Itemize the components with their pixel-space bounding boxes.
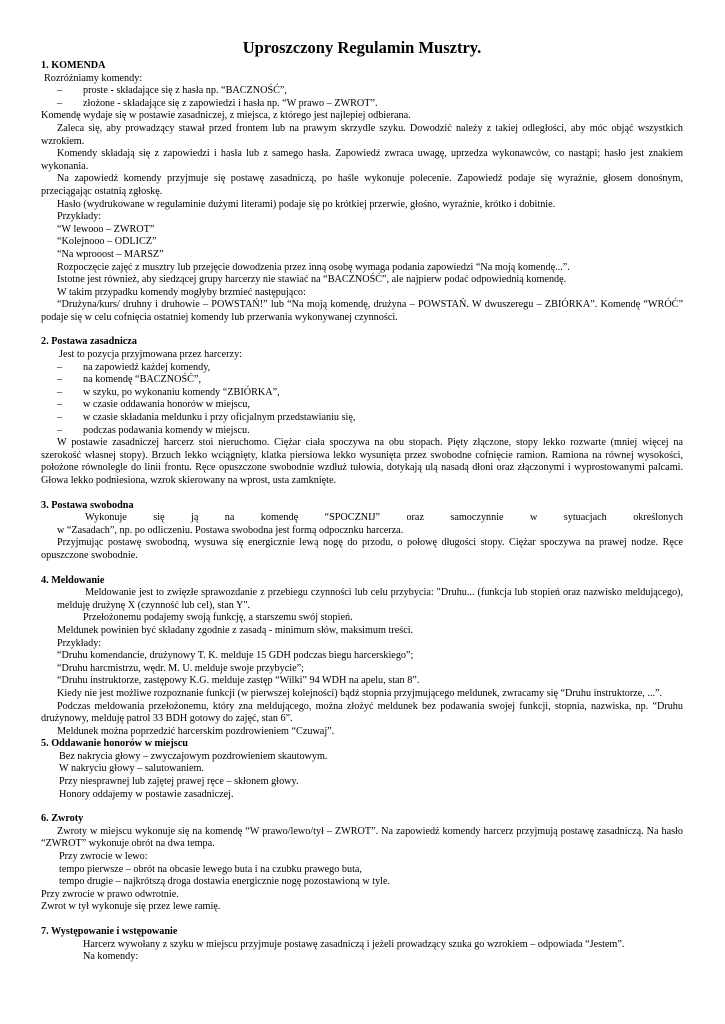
paragraph: Na komendy:: [83, 951, 139, 963]
paragraph: Przełożonemu podajemy swoją funkcję, a starszemu swój stopień.: [83, 612, 353, 624]
paragraph: Przy niesprawnej lub zajętej prawej ręce – skłonem głowy.: [59, 776, 299, 788]
paragraph: tempo drugie – najkrótszą droga dostawia energicznie nogę pozostawioną w tyle.: [59, 876, 391, 888]
paragraph: W nakryciu głowy – salutowaniem.: [59, 763, 204, 775]
paragraph: Rozróżniamy komendy:: [44, 72, 143, 84]
example-line: “Druhu harcmistrzu, wędr. M. U. melduje swoje przybycie”;: [57, 662, 304, 674]
section-heading: 3. Postawa swobodna: [41, 499, 134, 511]
paragraph: Wykonuje się ją na komendę “SPOCZNIJ” oraz samoczynnie w sytuacjach określonych: [85, 512, 683, 524]
paragraph: Kiedy nie jest możliwe rozpoznanie funkcji (w pierwszej kolejności) bądź stopnia przyjmującego meldunek, zwracamy się “Druhu instruktorze, ...”.: [57, 687, 663, 699]
section-postawa-zasadnicza: [41, 336, 683, 487]
example-line: “Druhu komendancie, drużynowy T. K. melduje 15 GDH podczas biegu harcerskiego”;: [57, 650, 414, 662]
section-heading: 6. Zwroty: [41, 813, 84, 825]
examples-label: Przykłady:: [57, 637, 102, 649]
example-line: “W lewooo – ZWROT”: [57, 223, 155, 235]
section-heading: 5. Oddawanie honorów w miejscu: [41, 738, 188, 750]
paragraph: tempo pierwsze – obrót na obcasie lewego buta i na czubku prawego buta,: [59, 863, 362, 875]
example-line: “Druhu instruktorze, zastępowy K.G. melduje zastęp “Wilki” 94 WDH na apelu, stan 8”.: [57, 675, 420, 687]
paragraph: w “Zasadach”, np. po odliczeniu. Postawa swobodna jest formą odpocznku harcerza.: [57, 524, 404, 536]
paragraph: W postawie zasadniczej harcerz stoi nieruchomo. Ciężar ciała spoczywa na obu stopach. Pięty złączone, stopy lekko rozwarte (mniej więcej na szerokość własnej stopy). Brzuch lekko wciągnięty, klatka piersiowa lekko wysunięta przez swobodne cofnięcie ramion. Ramiona na równej wysokości, położone równolegle do linii frontu. Ręce opuszczone swobodnie wzdłuż tułowia, dotykają ulą nasadą dłoni oraz złączonymi i wyprostowanymi palcami. Głowa lekko podniesiona, wzrok skierowany na wprost, usta zamknięte.: [41, 437, 683, 486]
list-item: – złożone - składające się z zapowiedzi i hasła np. “W prawo – ZWROT”.: [41, 98, 683, 111]
paragraph: “Drużyna/kurs/ druhny i druhowie – POWSTAŃ!” lub “Na moją komendę, drużyna – POWSTAŃ. W dwuszeregu – ZBIÓRKA”. Komendę “WRÓĆ” podaje się w celu cofnięcia ostatniej komendy lub przerwania wykonywanej czynności.: [41, 299, 683, 323]
paragraph: Komendę wydaje się w postawie zasadniczej, z miejsca, z którego jest najlepiej odbierana.: [41, 110, 411, 122]
paragraph: Komendy składają się z zapowiedzi i hasła lub z samego hasła. Zapowiedź zwraca uwagę, uprzedza wykonawców, co nastąpi; hasło jest znakiem wykonania.: [41, 148, 683, 172]
paragraph: W takim przypadku komendy mogłyby brzmieć następująco:: [57, 286, 306, 298]
paragraph: Jest to pozycja przyjmowana przez harcerzy:: [59, 349, 243, 361]
examples-label: Przykłady:: [57, 211, 102, 223]
paragraph: Na zapowiedź komendy przyjmuje się postawę zasadniczą, po haśle wykonuje polecenie. Zapowiedź podaje się wyraźnie, głosem donośnym, przeciągając ostatnią zgłoskę.: [41, 173, 683, 197]
list-item: – na komendę “BACZNOŚĆ”,: [41, 374, 683, 387]
paragraph: Zwrot w tył wykonuje się przez lewe ramię.: [41, 901, 221, 913]
list-item: – w czasie oddawania honorów w miejscu,: [41, 399, 683, 412]
paragraph: Rozpoczęcie zajęć z musztry lub przejęcie dowodzenia przez inną osobę wymaga podania zapowiedzi “Na moją komendę...”.: [57, 261, 570, 273]
list-item: – podczas podawania komendy w miejscu.: [41, 425, 683, 438]
paragraph: Zaleca się, aby prowadzący stawał przed frontem lub na prawym skrzydle szyku. Dowodzić należy z takiej odległości, aby móc objąć wszystkich wzrokiem.: [41, 122, 683, 147]
command-types-list: [41, 85, 683, 110]
paragraph: Meldowanie jest to zwięzłe sprawozdanie z przebiegu czynności lub celu przybycia: "Druhu... (funkcja lub stopień oraz nazwisko meldującego), melduję drużynę X (czynność lub cel), stan Y".: [57, 587, 683, 611]
example-line: “Kolejnooo – ODLICZ”: [57, 236, 157, 248]
positions-list: [41, 362, 683, 438]
paragraph: Zwroty w miejscu wykonuje się na komendę “W prawo/lewo/tył – ZWROT”. Na zapowiedź komendy harcerz przyjmują postawę zasadniczą. Na hasło “ZWROT” wykonuje obrót na dwa tempa.: [41, 825, 683, 850]
paragraph: Przy zwrocie w prawo odwrotnie.: [41, 888, 179, 900]
section-postawa-swobodna: [41, 500, 683, 563]
section-heading: 1. KOMENDA: [41, 60, 106, 71]
example-line: “Na wprooost – MARSZ”: [57, 248, 164, 260]
paragraph: Bez nakrycia głowy – zwyczajowym pozdrowieniem skautowym.: [59, 750, 328, 762]
paragraph: Przyjmując postawę swobodną, wysuwa się energicznie lewą nogę do przodu, o połowę długości stopy. Ciężar spoczywa na prawej nodze. Ręce opuszczone swobodnie.: [41, 537, 683, 561]
paragraph: Meldunek można poprzedzić harcerskim pozdrowieniem “Czuwaj”.: [57, 725, 335, 737]
section-heading: 4. Meldowanie: [41, 574, 105, 586]
paragraph: Podczas meldowania przełożonemu, który zna meldującego, można złożyć meldunek bez podawania swojej funkcji, stopnia, nazwiska, np. “Druhu drużynowy, melduję patrol 33 BDH gotowy do zajęć, stan 6”.: [41, 700, 683, 725]
list-item: – w czasie składania meldunku i przy oficjalnym przedstawianiu się,: [41, 412, 683, 425]
list-item: – w szyku, po wykonaniu komendy “ZBIÓRKA”,: [41, 387, 683, 400]
paragraph: Honory oddajemy w postawie zasadniczej.: [59, 788, 234, 800]
paragraph: Istotne jest również, aby siedzącej grupy harcerzy nie stawiać na “BACZNOŚĆ”, ale najpierw podać odpowiednią komendę.: [57, 274, 567, 286]
paragraph: Hasło (wydrukowane w regulaminie dużymi literami) podaje się po krótkiej przerwie, głośno, wyraźnie, krótko i dobitnie.: [57, 198, 556, 210]
section-meldowanie: [41, 575, 683, 739]
section-zwroty: [41, 813, 683, 914]
list-item: – na zapowiedź każdej komendy,: [41, 362, 683, 375]
section-heading: 7. Występowanie i wstępowanie: [41, 926, 178, 937]
section-oddawanie-honorow: [41, 738, 683, 801]
paragraph: Meldunek powinien być składany zgodnie z zasadą - minimum słów, maksimum treści.: [57, 624, 414, 636]
section-heading: 2. Postawa zasadnicza: [41, 336, 137, 348]
paragraph: Harcerz wywołany z szyku w miejscu przyjmuje postawę zasadniczą i jeżeli prowadzący szuka go wzrokiem – odpowiada “Jestem”.: [83, 938, 625, 950]
section-wystepowanie: [41, 926, 683, 964]
paragraph: Przy zwrocie w lewo:: [59, 851, 148, 863]
section-komenda: [41, 60, 683, 324]
list-item: – proste - składające się z hasła np. “BACZNOŚĆ”,: [41, 85, 683, 98]
document-title: Uproszczony Regulamin Musztry.: [242, 38, 482, 57]
